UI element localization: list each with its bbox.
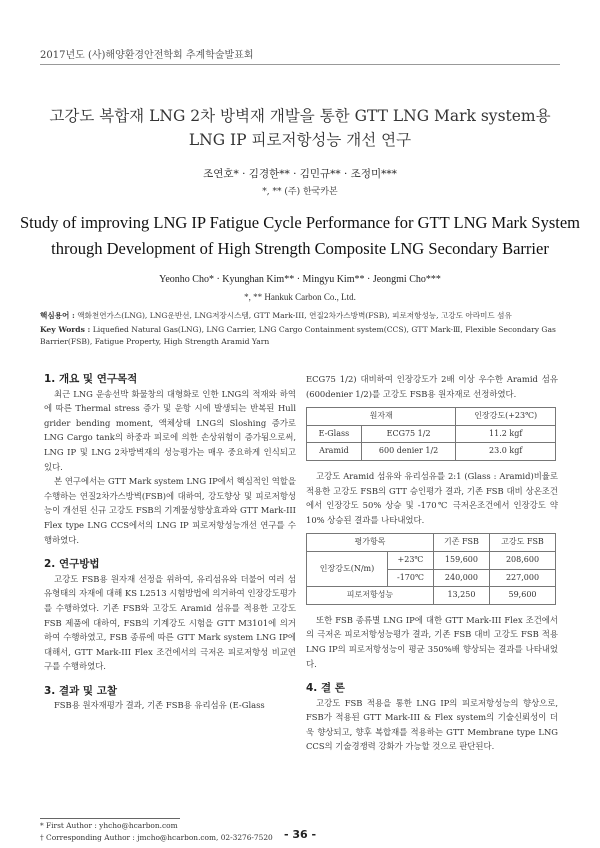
section-4-title: 4. 결 론	[306, 682, 345, 695]
table-cell: 피로저항성능	[307, 587, 434, 605]
section-1-title: 1. 개요 및 연구목적	[44, 373, 138, 385]
page-number: - 36 -	[283, 828, 317, 841]
footnote-divider	[40, 818, 180, 819]
section-3-paragraph-1: FSB용 원자재평가 결과, 기존 FSB용 유리섬유 (E-Glass	[54, 700, 265, 711]
table2-header-item: 평가항목	[307, 534, 434, 552]
results-paragraph-1: ECG75 1/2) 대비하여 인장강도가 2배 이상 우수한 Aramid 섬유 (600denier 1/2)를 고강도 FSB용 원자재로 선정하였다.	[306, 374, 558, 399]
table-cell: 11.2 kgf	[456, 425, 556, 443]
section-2-title: 2. 연구방법	[44, 558, 100, 571]
header-divider	[40, 64, 560, 65]
right-column	[306, 372, 558, 754]
korean-keywords-text: 액화천연가스(LNG), LNG운반선, LNG저장시스템, GTT Mark-III, 연질2차가스방벽(FSB), 피로저항성능, 고강도 아라미드 섬유	[77, 311, 512, 320]
english-keywords-label: Key Words :	[40, 325, 91, 334]
english-title-line2: through Development of High Strength Composite LNG Secondary Barrier	[51, 239, 549, 258]
table-cell: -170℃	[388, 569, 434, 587]
table2-group-tensile: 인장강도(N/m)	[307, 551, 388, 586]
table-cell: 600 denier 1/2	[361, 443, 456, 461]
english-keywords-text: Liquefied Natural Gas(LNG), LNG Carrier, LNG Cargo Containment system(CCS), GTT Mark-Ⅲ, Flexible Secondary Gas Barrier(FSB), Fatigue Property, High Strength Aramid Yarn	[40, 325, 556, 346]
conference-header: 2017년도 (사)해양환경안전학회 추계학술발표회	[40, 50, 254, 61]
table-cell: E-Glass	[307, 425, 362, 443]
korean-keywords-label: 핵심용어 :	[40, 311, 75, 320]
table-cell: 227,000	[490, 569, 556, 587]
footnote-first-author: * First Author : yhcho@hcarbon.com	[40, 821, 178, 830]
table-row	[307, 587, 556, 605]
results-paragraph-3: 또한 FSB 종류별 LNG IP에 대한 GTT Mark-III Flex 조건에서의 극저온 피로저항성능평가 결과, 기존 FSB 대비 고강도 FSB 적용 LNG IP의 피로저항성능이 평균 350%배 향상되는 결과를 나타내었다.	[306, 614, 558, 669]
english-title-line1: Study of improving LNG IP Fatigue Cycle Performance for GTT LNG Mark System	[20, 213, 580, 232]
table-cell: Aramid	[307, 443, 362, 461]
table1-header-material: 원자재	[307, 408, 456, 426]
fsb-comparison-table	[306, 533, 556, 604]
section-1-paragraph-1: 최근 LNG 운송선박 화물창의 대형화로 인한 LNG의 적재와 하역에 따른 Thermal stress 증가 및 운항 시에 발생되는 반복된 Hull grider bending moment, 액체상태 LNG의 Sloshing 증가로 LNG Cargo tank의 하중과 피로에 의한 손상위험이 증가됨으로써, LNG IP 및 LNG 2차방벽재의 성능평가는 매우 중요하게 인식되고 있다.	[44, 388, 296, 472]
raw-material-table	[306, 407, 556, 461]
english-authors: Yeonho Cho* · Kyunghan Kim** · Mingyu Kim** · Jeongmi Cho***	[159, 274, 441, 285]
korean-affiliation: *, ** (주) 한국카본	[262, 187, 338, 197]
results-paragraph-2: 고강도 Aramid 섬유와 유리섬유를 2:1 (Glass : Aramid)비율로 적용한 고강도 FSB의 GTT 승인평가 결과, 기존 FSB 대비 상온조건에서 인장강도 50% 상승 및 -170℃ 극저온조건에서 인장강도 약 10% 상승된 결과를 나타내었다.	[306, 470, 558, 525]
footnote-corresponding-author: † Corresponding Author : jmcho@hcarbon.com, 02-3276-7520	[40, 833, 273, 842]
table-row	[307, 551, 556, 569]
table-cell: 23.0 kgf	[456, 443, 556, 461]
left-column	[44, 372, 296, 713]
table-row	[307, 425, 556, 443]
english-keywords	[40, 324, 560, 348]
english-affiliation: *, ** Hankuk Carbon Co., Ltd.	[244, 292, 356, 302]
table-cell: 240,000	[433, 569, 489, 587]
table-row	[307, 443, 556, 461]
table-cell: ECG75 1/2	[361, 425, 456, 443]
korean-title-line2: LNG IP 피로저항성능 개선 연구	[188, 131, 412, 149]
korean-keywords	[40, 310, 560, 322]
section-4-paragraph-1: 고강도 FSB 적용을 통한 LNG IP의 피로저항성능의 향상으로, FSB가 적용된 GTT Mark-III & Flex system의 기술신뢰성이 더욱 향상되고, 향후 복합재를 적용하는 GTT Membrane type LNG CCS의 기술경쟁력 강화가 가능할 것으로 판단된다.	[306, 697, 558, 752]
table2-header-existing: 기존 FSB	[433, 534, 489, 552]
table1-header-tensile: 인장강도(+23℃)	[456, 408, 556, 426]
table-cell: 208,600	[490, 551, 556, 569]
section-3-title: 3. 결과 및 고찰	[44, 684, 117, 697]
table-cell: 59,600	[490, 587, 556, 605]
section-2-paragraph-1: 고강도 FSB용 원자재 선정을 위하여, 유리섬유와 더불어 여러 섬유형태의 자재에 대해 KS L2513 시험방법에 의거하여 인장강도평가를 수행하였다. 기존 FSB와 고강도 Aramid 섬유를 적용한 고강도 FSB 제품에 대하여, FSB의 기계강도 시험을 GTT M3101에 의거하여 수행하였고, FSB 종류에 따른 GTT Mark system LNG IP에 대해서, GTT Mark-III Flex 조건에서의 극저온 피로저항성 비교연구를 수행하였다.	[44, 573, 296, 672]
table2-header-high-strength: 고강도 FSB	[490, 534, 556, 552]
section-1-paragraph-2: 본 연구에서는 GTT Mark system LNG IP에서 핵심적인 역할을 수행하는 연질2차가스방벽(FSB)에 대하여, 강도향상 및 피로저항성능이 개선된 신규 고강도 FSB의 기계물성향상효과와 GTT Mark-III Flex type LNG CCS에서의 LNG IP 피로저항성능개선 연구를 수행하였다.	[44, 476, 296, 545]
table-cell: 13,250	[433, 587, 489, 605]
table-cell: +23℃	[388, 551, 434, 569]
table-cell: 159,600	[433, 551, 489, 569]
korean-authors: 조연호* · 김경한** · 김민규** · 조정미***	[203, 168, 397, 180]
korean-title-line1: 고강도 복합재 LNG 2차 방벽재 개발을 통한 GTT LNG Mark system용	[49, 107, 551, 125]
